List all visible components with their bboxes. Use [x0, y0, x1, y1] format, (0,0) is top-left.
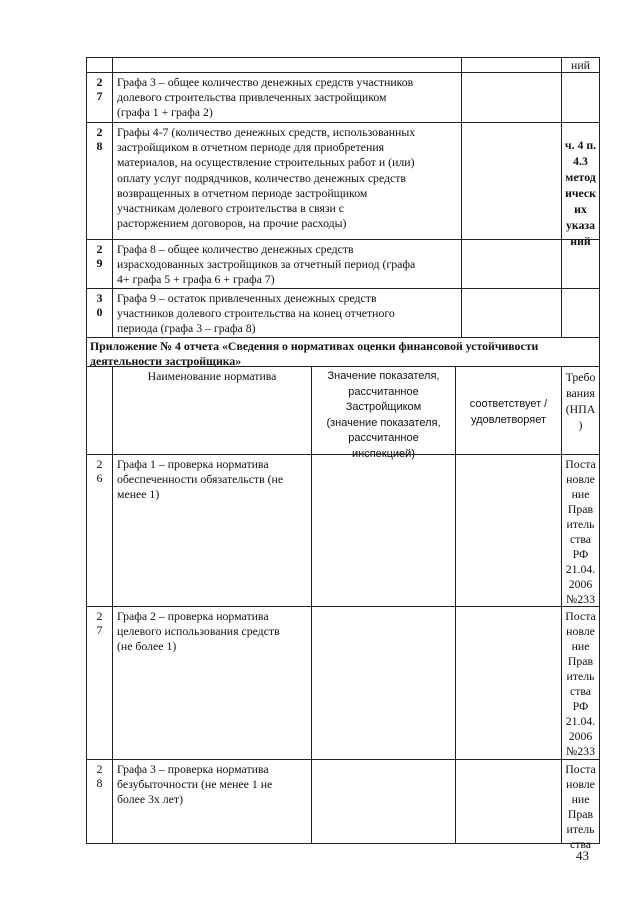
table-row	[86, 123, 600, 248]
row-number: 2 7	[87, 607, 113, 759]
table-row	[86, 73, 600, 123]
row-description: Графа 1 – проверка норматива обеспеченности обязательств (не менее 1)	[113, 455, 312, 606]
row-number: 2 9	[87, 240, 113, 288]
table-row	[86, 760, 600, 851]
row-description: Графа 2 – проверка норматива целевого использования средств (не более 1)	[113, 607, 312, 759]
requirement-cell: Поста новле ние Прав итель ства РФ 21.04. 2006 №233	[565, 457, 596, 606]
row-description: Графа 8 – общее количество денежных средств израсходованных застройщиков за отчетный период (графа 4+ графа 5 + графа 6 + графа 7)	[113, 240, 462, 288]
document-table	[86, 57, 600, 851]
header-value: Значение показателя, рассчитанное Застройщиком (значение показателя, рассчитанное инспекцией)	[312, 367, 456, 454]
table-row	[86, 240, 600, 289]
requirement-cell: Поста новле ние Прав итель ства	[565, 762, 596, 851]
row-description: Графы 4-7 (количество денежных средств, использованных застройщиком в отчетном периоде для приобретения материалов, на осуществление строительных работ и (или) оплату услуг подрядчиков, количество денежных средств возвращенных в отчетном периоде застройщиком участникам долевого строительства в связи с расторжением договоров, на прочие расходы)	[113, 123, 462, 239]
table-header-row	[86, 367, 600, 460]
row-number: 3 0	[87, 289, 113, 337]
table-row	[86, 57, 600, 73]
row-description: Графа 9 – остаток привлеченных денежных средств участников долевого строительства на конец отчетного периода (графа 3 – графа 8)	[113, 289, 462, 337]
header-name: Наименование норматива	[113, 367, 312, 454]
table-row	[86, 455, 600, 607]
row-number: 2 8	[87, 123, 113, 239]
requirement-cell: Поста новле ние Прав итель ства РФ 21.04. 2006 №233	[565, 609, 596, 758]
row-description: Графа 3 – проверка норматива безубыточности (не менее 1 не более 3х лет)	[113, 760, 312, 843]
table-row	[86, 289, 600, 338]
header-conform: соответствует / удовлетворяет	[456, 367, 562, 454]
table-row	[86, 607, 600, 760]
row-number: 2 8	[87, 760, 113, 843]
header-requirements: Требо вания (НПА )	[565, 370, 596, 432]
requirement-cell: ний	[571, 58, 590, 72]
section-title: Приложение № 4 отчета «Сведения о нормативах оценки финансовой устойчивости деятельности застройщика»	[86, 338, 600, 367]
row-number: 2 6	[87, 455, 113, 606]
page-number: 43	[576, 848, 589, 863]
row-number: 2 7	[87, 73, 113, 122]
row-description: Графа 3 – общее количество денежных средств участников долевого строительства привлеченных застройщиком (графа 1 + графа 2)	[113, 73, 462, 122]
requirement-cell: ч. 4 п. 4.3 метод ическ их указа ний	[564, 138, 597, 248]
